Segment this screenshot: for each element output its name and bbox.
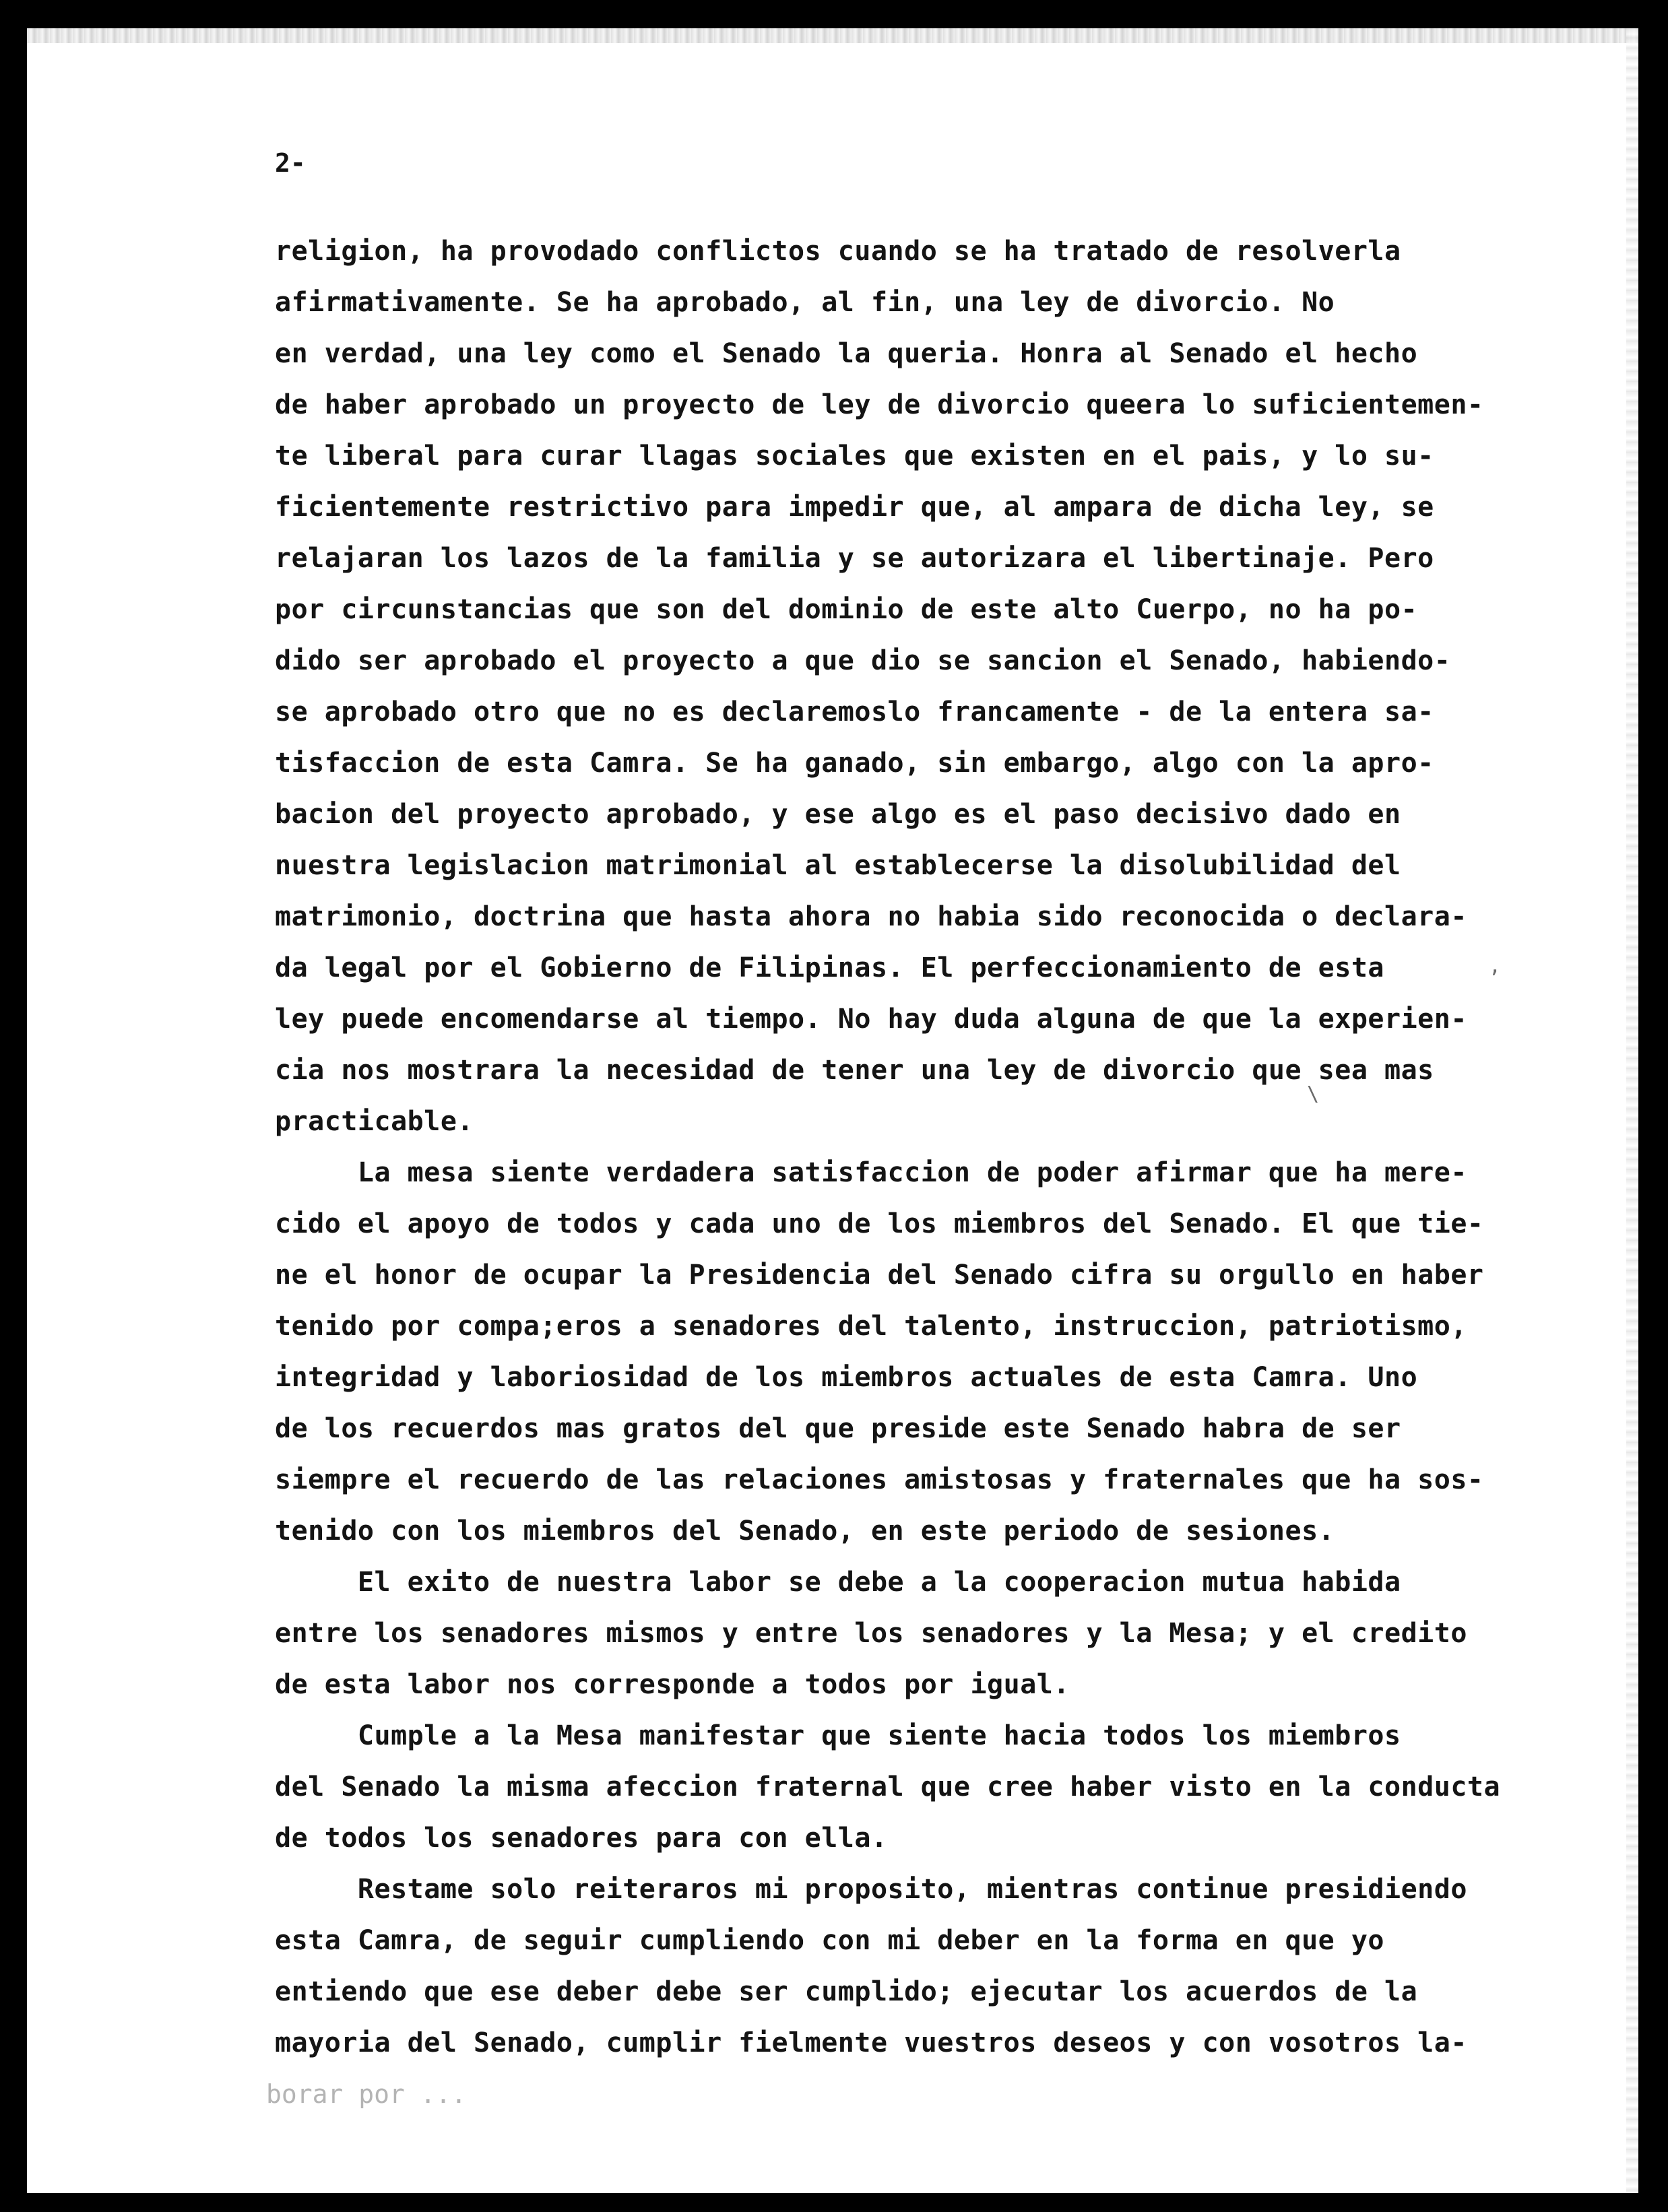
text-line: te liberal para curar llagas sociales que existen en el pais, y lo su-: [275, 441, 1434, 471]
text-line: mayoria del Senado, cumplir fielmente vuestros deseos y con vosotros la-: [275, 2027, 1467, 2058]
text-line: en verdad, una ley como el Senado la queria. Honra al Senado el hecho: [275, 338, 1418, 369]
scanned-page: [27, 28, 1638, 2193]
text-line: La mesa siente verdadera satisfaccion de poder afirmar que ha mere-: [275, 1157, 1467, 1188]
scan-mark: \: [1307, 1082, 1320, 1106]
text-line: integridad y laboriosidad de los miembros actuales de esta Camra. Uno: [275, 1362, 1418, 1393]
text-line: del Senado la misma afeccion fraternal que cree haber visto en la conducta: [275, 1771, 1501, 1802]
text-line: dido ser aprobado el proyecto a que dio se sancion el Senado, habiendo-: [275, 645, 1451, 676]
text-line: ley puede encomendarse al tiempo. No hay duda alguna de que la experien-: [275, 1004, 1467, 1035]
text-line: entiendo que ese deber debe ser cumplido; ejecutar los acuerdos de la: [275, 1976, 1418, 2007]
text-line: afirmativamente. Se ha aprobado, al fin, una ley de divorcio. No: [275, 287, 1335, 318]
scan-edge-top: [27, 28, 1638, 43]
text-line: de esta labor nos corresponde a todos por igual.: [275, 1669, 1070, 1700]
text-line: matrimonio, doctrina que hasta ahora no habia sido reconocida o declara-: [275, 901, 1467, 932]
text-line: practicable.: [275, 1106, 474, 1137]
text-line: ne el honor de ocupar la Presidencia del Senado cifra su orgullo en haber: [275, 1260, 1484, 1291]
text-line: tisfaccion de esta Camra. Se ha ganado, sin embargo, algo con la apro-: [275, 748, 1434, 779]
text-line: Restame solo reiteraros mi proposito, mientras continue presidiendo: [275, 1874, 1467, 1905]
text-line: El exito de nuestra labor se debe a la cooperacion mutua habida: [275, 1567, 1401, 1598]
text-line: de todos los senadores para con ella.: [275, 1823, 888, 1854]
text-line: relajaran los lazos de la familia y se autorizara el libertinaje. Pero: [275, 543, 1434, 574]
text-line: esta Camra, de seguir cumpliendo con mi deber en la forma en que yo: [275, 1925, 1384, 1956]
faded-footer-text: borar por ...: [266, 2079, 467, 2109]
text-line: de haber aprobado un proyecto de ley de divorcio queera lo suficientemen-: [275, 389, 1484, 420]
text-line: ficientemente restrictivo para impedir que, al ampara de dicha ley, se: [275, 492, 1434, 523]
text-line: bacion del proyecto aprobado, y ese algo es el paso decisivo dado en: [275, 799, 1401, 830]
text-line: tenido por compa;eros a senadores del talento, instruccion, patriotismo,: [275, 1311, 1467, 1342]
page-number: 2-: [275, 148, 306, 178]
text-line: de los recuerdos mas gratos del que preside este Senado habra de ser: [275, 1413, 1401, 1444]
text-line: siempre el recuerdo de las relaciones amistosas y fraternales que ha sos-: [275, 1464, 1484, 1495]
scan-mark: ,: [1489, 954, 1502, 978]
text-line: cia nos mostrara la necesidad de tener una ley de divorcio que sea mas: [275, 1055, 1434, 1086]
text-line: se aprobado otro que no es declaremoslo francamente - de la entera sa-: [275, 696, 1434, 727]
text-line: religion, ha provodado conflictos cuando se ha tratado de resolverla: [275, 236, 1401, 267]
text-line: Cumple a la Mesa manifestar que siente hacia todos los miembros: [275, 1720, 1401, 1751]
scan-edge-right: [1626, 28, 1638, 2193]
text-line: nuestra legislacion matrimonial al establecerse la disolubilidad del: [275, 850, 1401, 881]
text-line: por circunstancias que son del dominio de este alto Cuerpo, no ha po-: [275, 594, 1418, 625]
text-line: tenido con los miembros del Senado, en este periodo de sesiones.: [275, 1516, 1335, 1547]
text-line: cido el apoyo de todos y cada uno de los miembros del Senado. El que tie-: [275, 1208, 1484, 1239]
text-line: da legal por el Gobierno de Filipinas. El perfeccionamiento de esta: [275, 952, 1384, 983]
text-line: entre los senadores mismos y entre los senadores y la Mesa; y el credito: [275, 1618, 1467, 1649]
